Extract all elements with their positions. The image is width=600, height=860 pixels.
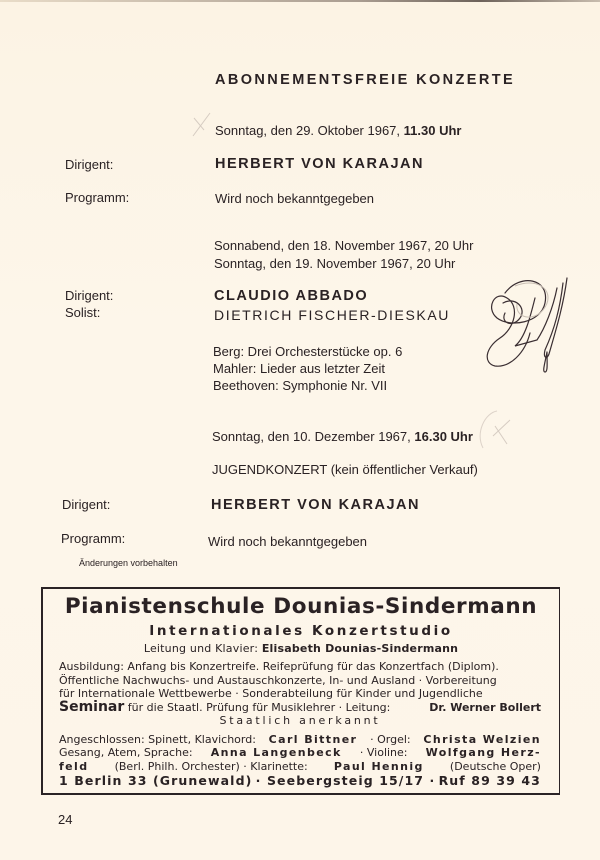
ad-address-street: · Seebergsteig 15/17 · bbox=[255, 773, 436, 788]
concert-1-date-text: Sonntag, den 29. Oktober 1967, bbox=[215, 123, 401, 138]
concert-1-dirigent-label: Dirigent: bbox=[65, 157, 114, 172]
concert-1-programm: Wird noch bekanntgegeben bbox=[215, 191, 375, 206]
concert-2-solist-label: Solist: bbox=[65, 305, 101, 320]
ad-seminar-label: Seminar bbox=[59, 698, 125, 715]
ad-subtitle: Internationales Konzertstudio bbox=[149, 623, 453, 639]
concert-1-date bbox=[215, 123, 461, 138]
ad-text: · Violine: bbox=[359, 746, 408, 759]
ad-line: Ausbildung: Anfang bis Konzertreife. Reifeprüfung für das Konzertfach (Diplom). bbox=[59, 660, 499, 673]
programm-item: Berg: Drei Orchesterstücke op. 6 bbox=[213, 344, 403, 359]
concert-2-date-2: Sonntag, den 19. November 1967, 20 Uhr bbox=[214, 256, 456, 271]
disclaimer: Änderungen vorbehalten bbox=[79, 558, 178, 568]
concert-3-date bbox=[212, 429, 473, 444]
concert-3-programm: Wird noch bekanntgegeben bbox=[208, 534, 368, 549]
autograph-signature-icon bbox=[475, 268, 585, 378]
ad-leitung-label: Leitung und Klavier: bbox=[143, 642, 259, 655]
ad-leitung bbox=[43, 642, 559, 655]
concert-3-programm-label: Programm: bbox=[61, 531, 126, 546]
concert-3-note: JUGENDKONZERT (kein öffentlicher Verkauf) bbox=[212, 462, 478, 477]
ad-leitung-name: Elisabeth Dounias-Sindermann bbox=[261, 642, 459, 655]
ad-body bbox=[59, 660, 541, 773]
concert-2-programm-list bbox=[213, 343, 402, 394]
ad-line-gesang bbox=[59, 746, 541, 760]
ad-text: (Deutsche Oper) bbox=[449, 759, 541, 773]
pencil-check-mark-icon bbox=[190, 110, 214, 140]
ad-text: Angeschlossen: Spinett, Klavichord: bbox=[59, 732, 256, 746]
ad-address bbox=[59, 773, 541, 788]
ad-line: Öffentliche Nachwuchs- und Austauschkonzerte, In- und Ausland · Vorbereitung bbox=[59, 673, 497, 687]
concert-3-date-text: Sonntag, den 10. Dezember 1967, bbox=[212, 429, 411, 444]
ad-text: (Berl. Philh. Orchester) · Klarinette: bbox=[114, 759, 308, 773]
concert-2-date-1: Sonnabend, den 18. November 1967, 20 Uhr bbox=[214, 238, 474, 253]
ad-teacher-name: Carl Bittner bbox=[268, 732, 358, 746]
pencil-check-mark-icon bbox=[475, 408, 525, 453]
ad-line-seminar bbox=[59, 698, 541, 715]
page-top-edge bbox=[0, 0, 600, 2]
ad-teacher-name: Anna Langenbeck bbox=[210, 746, 342, 759]
ad-address-city: 1 Berlin 33 (Grunewald) bbox=[59, 773, 253, 788]
concert-1-time: 11.30 Uhr bbox=[403, 123, 462, 138]
ad-staatlich-anerkannt: Staatlich anerkannt bbox=[219, 714, 381, 727]
programm-item: Beethoven: Symphonie Nr. VII bbox=[213, 378, 388, 393]
ad-seminar-text: für die Staatl. Prüfung für Musiklehrer · Leitung: bbox=[127, 700, 391, 714]
concert-1-programm-label: Programm: bbox=[65, 190, 130, 205]
concert-1-dirigent: HERBERT VON KARAJAN bbox=[215, 156, 424, 172]
programm-item: Mahler: Lieder aus letzter Zeit bbox=[213, 361, 385, 376]
advertisement-box bbox=[41, 587, 560, 795]
ad-address-phone: Ruf 89 39 43 bbox=[438, 773, 541, 788]
ad-teacher-name: Paul Hennig bbox=[333, 759, 424, 773]
ad-line-klarinette bbox=[59, 760, 541, 774]
ad-teacher-name: Wolfgang Herz- bbox=[425, 746, 541, 759]
ad-line: für Internationale Wettbewerbe · Sonderabteilung für Kinder und Jugendliche bbox=[59, 687, 483, 700]
ad-text: · Orgel: bbox=[370, 732, 411, 746]
ad-title: Pianistenschule Dounias-Sindermann bbox=[64, 594, 538, 619]
page-number: 24 bbox=[58, 812, 73, 827]
ad-teacher-name: feld bbox=[59, 759, 89, 773]
ad-seminar-leiter: Dr. Werner Bollert bbox=[429, 700, 541, 714]
concert-3-dirigent: HERBERT VON KARAJAN bbox=[211, 497, 420, 513]
concert-3-dirigent-label: Dirigent: bbox=[62, 497, 111, 512]
ad-line-angeschlossen bbox=[59, 733, 541, 747]
concert-2-solist: DIETRICH FISCHER-DIESKAU bbox=[214, 307, 450, 323]
ad-text: Gesang, Atem, Sprache: bbox=[59, 746, 193, 759]
concert-3-time: 16.30 Uhr bbox=[414, 429, 473, 444]
ad-teacher-name: Christa Welzien bbox=[423, 732, 541, 746]
concert-2-dirigent-label: Dirigent: bbox=[65, 288, 114, 303]
section-title: ABONNEMENTSFREIE KONZERTE bbox=[215, 72, 516, 88]
concert-2-dirigent: CLAUDIO ABBADO bbox=[214, 288, 369, 304]
